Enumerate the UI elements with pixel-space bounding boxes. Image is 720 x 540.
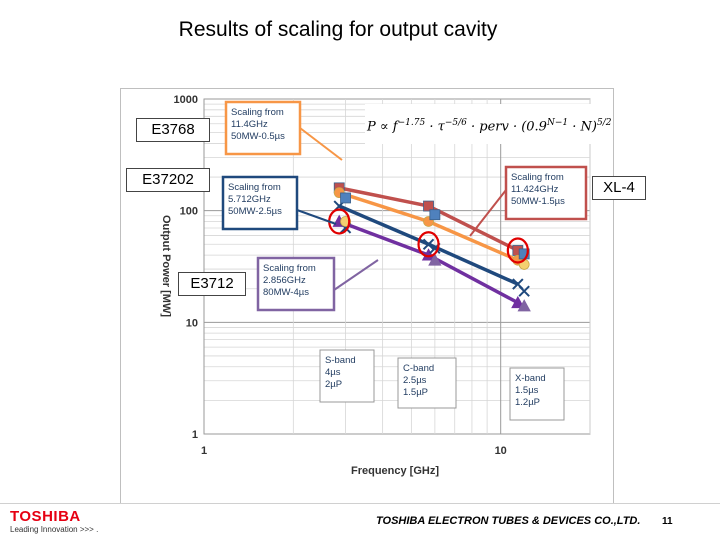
footer-divider [0,503,720,504]
slide-title: Results of scaling for output cavity [178,18,498,41]
footer-tagline: Leading Innovation >>> . [10,525,99,534]
y-tick-label: 10 [185,317,198,330]
callout-text: Scaling from [228,182,281,193]
tag-e3712: E3712 [178,272,246,296]
callout-text: 2µP [325,379,343,390]
callout-text: 2.5µs [403,375,427,386]
tag-e3768: E3768 [136,118,210,142]
callout-text: X-band [515,373,546,384]
callout-text: S-band [325,355,356,366]
callout-text: Scaling from [511,172,564,183]
data-point [430,210,440,220]
callout-text: Scaling from [231,107,284,118]
callout-text: 11.424GHz [511,184,559,195]
callout-text: 1.5µs [515,385,539,396]
callout-text: 50MW-1.5µs [511,196,565,207]
y-tick-label: 100 [179,205,198,218]
callout-text: C-band [403,363,435,374]
y-tick-label: 1000 [173,94,198,106]
callout-text: 5.712GHz [228,194,271,205]
x-axis-label: Frequency [GHz] [350,465,440,477]
callout-text: 11.4GHz [231,119,268,130]
callout-text: Scaling from [263,263,316,274]
x-tick-label: 1 [200,445,208,457]
tag-e37202: E37202 [126,168,210,192]
callout-text: 80MW-4µs [263,287,309,298]
formula-text: $P \propto f^{-1.75} \cdot \tau^{-5/6}$ · perv · $(0.9^{N-1} \cdot N)^{5/2}$ [367,118,612,135]
x-tick-label: 10 [494,445,507,457]
y-tick-label: 1 [191,429,198,441]
callout-text: 1.2µP [515,397,541,408]
callout-text: 50MW-0.5µs [231,131,285,142]
footer-company: TOSHIBA ELECTRON TUBES & DEVICES CO.,LTD. [376,515,641,527]
scaling-formula [365,104,612,144]
page-number: 11 [662,516,673,527]
callout-text: 1.5µP [403,387,429,398]
toshiba-logo: TOSHIBA [10,508,81,525]
callout-text: 4µs [325,367,341,378]
tag-xl4: XL-4 [592,176,646,200]
y-axis-label: Output Power [MW] [160,214,172,318]
data-point [341,193,351,203]
callout-text: 2.856GHz [263,275,306,286]
callout-text: 50MW-2.5µs [228,206,282,217]
